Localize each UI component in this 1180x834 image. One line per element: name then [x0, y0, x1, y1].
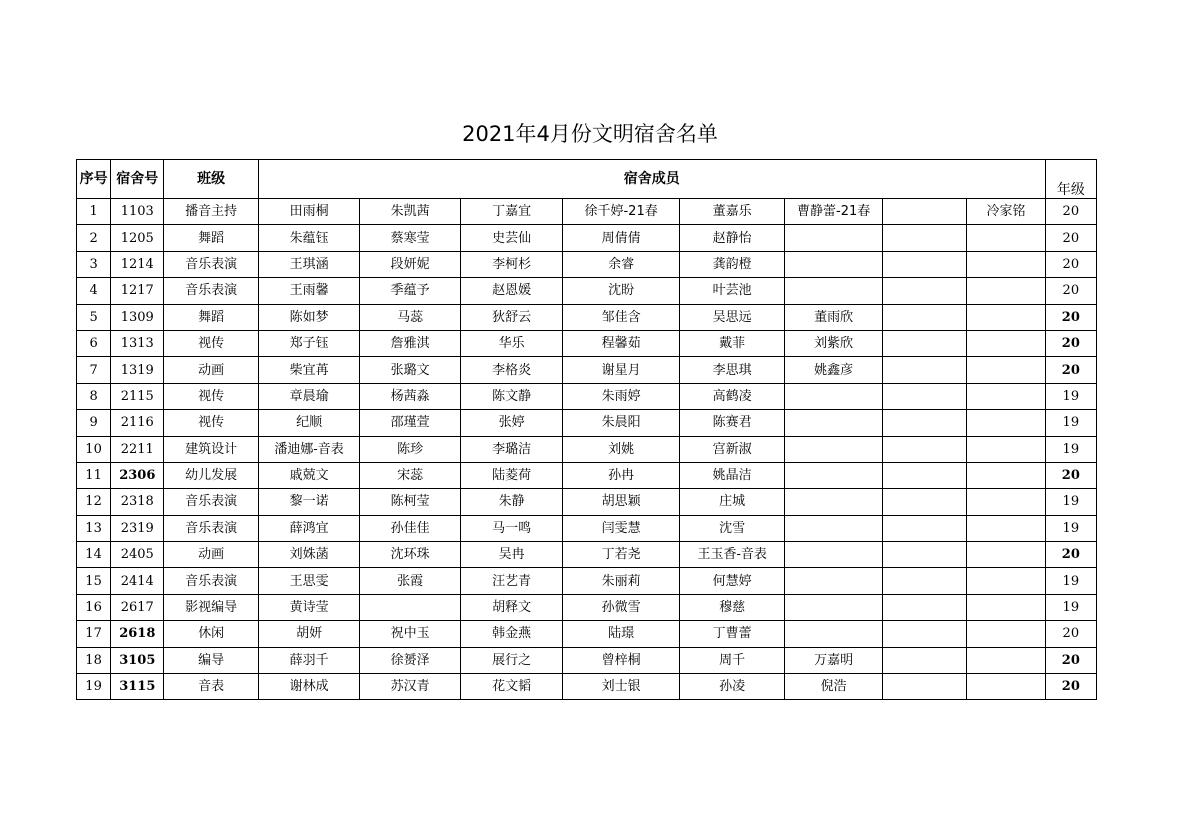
member-cell: 谢林成 — [258, 674, 359, 700]
room-cell: 1309 — [111, 304, 164, 330]
member-cell — [785, 542, 882, 568]
table-header-row — [77, 160, 1097, 199]
member-cell: 何慧婷 — [679, 568, 785, 594]
table-row — [77, 357, 1097, 383]
member-cell: 黎一诺 — [258, 489, 359, 515]
grade-cell: 19 — [1045, 410, 1096, 436]
member-cell: 纪顺 — [258, 410, 359, 436]
member-cell: 孙冉 — [563, 462, 680, 488]
table-row — [77, 225, 1097, 251]
member-cell — [785, 568, 882, 594]
member-cell — [785, 462, 882, 488]
seq-cell: 19 — [77, 674, 111, 700]
member-cell — [882, 410, 966, 436]
member-cell: 陆菱荷 — [460, 462, 563, 488]
member-cell: 祝中玉 — [360, 621, 460, 647]
table-row — [77, 489, 1097, 515]
room-cell: 3105 — [111, 647, 164, 673]
member-cell: 狄舒云 — [460, 304, 563, 330]
page-title: 2021年4月份文明宿舍名单 — [462, 122, 718, 146]
member-cell: 薛羽千 — [258, 647, 359, 673]
member-cell — [882, 199, 966, 225]
class-cell: 音乐表演 — [164, 489, 258, 515]
class-cell: 视传 — [164, 383, 258, 409]
member-cell: 孙微雪 — [563, 594, 680, 620]
member-cell: 庄城 — [679, 489, 785, 515]
member-cell: 王雨馨 — [258, 278, 359, 304]
member-cell: 沈盼 — [563, 278, 680, 304]
grade-cell: 20 — [1045, 674, 1096, 700]
member-cell: 倪浩 — [785, 674, 882, 700]
seq-cell: 7 — [77, 357, 111, 383]
member-cell: 王琪涵 — [258, 251, 359, 277]
class-cell: 视传 — [164, 330, 258, 356]
grade-cell: 19 — [1045, 515, 1096, 541]
member-cell — [882, 515, 966, 541]
seq-cell: 4 — [77, 278, 111, 304]
header-members: 宿舍成员 — [258, 160, 1045, 199]
member-cell: 赵静怡 — [679, 225, 785, 251]
member-cell — [967, 647, 1045, 673]
member-cell — [360, 594, 460, 620]
member-cell: 赵恩媛 — [460, 278, 563, 304]
member-cell — [785, 278, 882, 304]
member-cell: 丁嘉宜 — [460, 199, 563, 225]
member-cell: 丁曹蕾 — [679, 621, 785, 647]
member-cell: 张婷 — [460, 410, 563, 436]
member-cell — [785, 251, 882, 277]
class-cell: 动画 — [164, 542, 258, 568]
member-cell: 姚晶洁 — [679, 462, 785, 488]
member-cell: 章晨瑜 — [258, 383, 359, 409]
member-cell: 潘迪娜-音表 — [258, 436, 359, 462]
member-cell — [882, 674, 966, 700]
member-cell — [967, 542, 1045, 568]
member-cell — [882, 278, 966, 304]
grade-cell: 20 — [1045, 330, 1096, 356]
member-cell — [785, 383, 882, 409]
member-cell: 徐千婷-21春 — [563, 199, 680, 225]
table-row — [77, 199, 1097, 225]
member-cell — [882, 594, 966, 620]
member-cell — [882, 357, 966, 383]
member-cell: 王玉香-音表 — [679, 542, 785, 568]
member-cell: 董嘉乐 — [679, 199, 785, 225]
member-cell: 孙佳佳 — [360, 515, 460, 541]
member-cell: 陈如梦 — [258, 304, 359, 330]
member-cell: 杨茜淼 — [360, 383, 460, 409]
class-cell: 音乐表演 — [164, 515, 258, 541]
grade-cell: 20 — [1045, 462, 1096, 488]
member-cell: 曾梓桐 — [563, 647, 680, 673]
room-cell: 1319 — [111, 357, 164, 383]
seq-cell: 13 — [77, 515, 111, 541]
member-cell — [785, 515, 882, 541]
member-cell: 谢星月 — [563, 357, 680, 383]
member-cell: 华乐 — [460, 330, 563, 356]
member-cell: 胡妍 — [258, 621, 359, 647]
seq-cell: 9 — [77, 410, 111, 436]
room-cell: 1205 — [111, 225, 164, 251]
member-cell: 王思雯 — [258, 568, 359, 594]
member-cell: 柴宜苒 — [258, 357, 359, 383]
member-cell: 陈赛君 — [679, 410, 785, 436]
header-grade: 年级 — [1045, 160, 1096, 199]
table-row — [77, 462, 1097, 488]
table-row — [77, 647, 1097, 673]
member-cell: 詹雅淇 — [360, 330, 460, 356]
room-cell: 2618 — [111, 621, 164, 647]
member-cell — [785, 594, 882, 620]
member-cell: 薛鸿宜 — [258, 515, 359, 541]
table-row — [77, 383, 1097, 409]
member-cell — [882, 621, 966, 647]
grade-cell: 20 — [1045, 542, 1096, 568]
member-cell — [882, 251, 966, 277]
member-cell — [882, 436, 966, 462]
table-row — [77, 542, 1097, 568]
member-cell — [967, 674, 1045, 700]
member-cell: 李璐洁 — [460, 436, 563, 462]
seq-cell: 5 — [77, 304, 111, 330]
member-cell — [967, 251, 1045, 277]
member-cell: 吴冉 — [460, 542, 563, 568]
member-cell — [882, 568, 966, 594]
grade-cell: 19 — [1045, 383, 1096, 409]
member-cell: 蔡寒莹 — [360, 225, 460, 251]
grade-cell: 20 — [1045, 357, 1096, 383]
member-cell: 刘士银 — [563, 674, 680, 700]
table-row — [77, 251, 1097, 277]
member-cell: 马蕊 — [360, 304, 460, 330]
member-cell: 刘姝菡 — [258, 542, 359, 568]
table-row — [77, 304, 1097, 330]
member-cell — [967, 304, 1045, 330]
member-cell — [882, 489, 966, 515]
member-cell: 戚兢文 — [258, 462, 359, 488]
member-cell — [785, 621, 882, 647]
member-cell — [967, 410, 1045, 436]
member-cell: 程馨茹 — [563, 330, 680, 356]
table-row — [77, 568, 1097, 594]
class-cell: 舞蹈 — [164, 225, 258, 251]
grade-cell: 20 — [1045, 278, 1096, 304]
member-cell: 丁若尧 — [563, 542, 680, 568]
member-cell: 宋蕊 — [360, 462, 460, 488]
member-cell — [967, 383, 1045, 409]
member-cell: 沈环珠 — [360, 542, 460, 568]
member-cell — [882, 383, 966, 409]
table-row — [77, 621, 1097, 647]
grade-cell: 19 — [1045, 489, 1096, 515]
member-cell: 朱静 — [460, 489, 563, 515]
room-cell: 1103 — [111, 199, 164, 225]
member-cell: 李思琪 — [679, 357, 785, 383]
member-cell: 陆璟 — [563, 621, 680, 647]
room-cell: 3115 — [111, 674, 164, 700]
member-cell: 董雨欣 — [785, 304, 882, 330]
seq-cell: 11 — [77, 462, 111, 488]
seq-cell: 3 — [77, 251, 111, 277]
member-cell: 苏汉青 — [360, 674, 460, 700]
member-cell: 龚韵橙 — [679, 251, 785, 277]
class-cell: 音表 — [164, 674, 258, 700]
member-cell: 胡释文 — [460, 594, 563, 620]
member-cell: 李柯杉 — [460, 251, 563, 277]
member-cell: 朱蕴钰 — [258, 225, 359, 251]
class-cell: 视传 — [164, 410, 258, 436]
member-cell — [882, 330, 966, 356]
member-cell: 陈文静 — [460, 383, 563, 409]
member-cell: 穆慈 — [679, 594, 785, 620]
member-cell: 姚鑫彦 — [785, 357, 882, 383]
member-cell — [967, 621, 1045, 647]
member-cell: 李格炎 — [460, 357, 563, 383]
room-cell: 2405 — [111, 542, 164, 568]
seq-cell: 8 — [77, 383, 111, 409]
class-cell: 播音主持 — [164, 199, 258, 225]
member-cell: 刘紫欣 — [785, 330, 882, 356]
header-seq: 序号 — [77, 160, 111, 199]
class-cell: 建筑设计 — [164, 436, 258, 462]
class-cell: 幼儿发展 — [164, 462, 258, 488]
room-cell: 2115 — [111, 383, 164, 409]
member-cell: 朱丽莉 — [563, 568, 680, 594]
member-cell: 周倩倩 — [563, 225, 680, 251]
class-cell: 音乐表演 — [164, 278, 258, 304]
room-cell: 2414 — [111, 568, 164, 594]
room-cell: 2319 — [111, 515, 164, 541]
room-cell: 2617 — [111, 594, 164, 620]
member-cell — [882, 462, 966, 488]
member-cell — [967, 436, 1045, 462]
member-cell: 朱晨阳 — [563, 410, 680, 436]
table-row — [77, 330, 1097, 356]
member-cell: 闫雯慧 — [563, 515, 680, 541]
room-cell: 2306 — [111, 462, 164, 488]
member-cell: 孙凌 — [679, 674, 785, 700]
member-cell — [882, 647, 966, 673]
seq-cell: 1 — [77, 199, 111, 225]
seq-cell: 15 — [77, 568, 111, 594]
member-cell: 郑子钰 — [258, 330, 359, 356]
member-cell: 展行之 — [460, 647, 563, 673]
member-cell: 史芸仙 — [460, 225, 563, 251]
member-cell: 花文韬 — [460, 674, 563, 700]
member-cell: 张璐文 — [360, 357, 460, 383]
grade-cell: 20 — [1045, 621, 1096, 647]
seq-cell: 12 — [77, 489, 111, 515]
seq-cell: 17 — [77, 621, 111, 647]
member-cell — [967, 462, 1045, 488]
member-cell: 汪艺青 — [460, 568, 563, 594]
grade-cell: 20 — [1045, 647, 1096, 673]
seq-cell: 6 — [77, 330, 111, 356]
member-cell: 宫新淑 — [679, 436, 785, 462]
header-class: 班级 — [164, 160, 258, 199]
member-cell: 沈雪 — [679, 515, 785, 541]
member-cell — [967, 330, 1045, 356]
member-cell: 余睿 — [563, 251, 680, 277]
member-cell: 韩金燕 — [460, 621, 563, 647]
member-cell: 段妍妮 — [360, 251, 460, 277]
grade-cell: 20 — [1045, 251, 1096, 277]
member-cell: 黄诗莹 — [258, 594, 359, 620]
class-cell: 音乐表演 — [164, 251, 258, 277]
table-row — [77, 594, 1097, 620]
member-cell: 朱凯茜 — [360, 199, 460, 225]
class-cell: 休闲 — [164, 621, 258, 647]
member-cell — [967, 489, 1045, 515]
member-cell — [967, 594, 1045, 620]
room-cell: 1217 — [111, 278, 164, 304]
class-cell: 音乐表演 — [164, 568, 258, 594]
member-cell: 季蕴予 — [360, 278, 460, 304]
class-cell: 舞蹈 — [164, 304, 258, 330]
member-cell: 陈柯莹 — [360, 489, 460, 515]
member-cell: 吴思远 — [679, 304, 785, 330]
header-room: 宿舍号 — [111, 160, 164, 199]
seq-cell: 2 — [77, 225, 111, 251]
table-row — [77, 515, 1097, 541]
member-cell — [967, 568, 1045, 594]
member-cell — [967, 278, 1045, 304]
member-cell: 朱雨婷 — [563, 383, 680, 409]
seq-cell: 16 — [77, 594, 111, 620]
member-cell: 邵瑾萱 — [360, 410, 460, 436]
grade-cell: 20 — [1045, 304, 1096, 330]
room-cell: 1313 — [111, 330, 164, 356]
grade-cell: 19 — [1045, 568, 1096, 594]
class-cell: 影视编导 — [164, 594, 258, 620]
room-cell: 1214 — [111, 251, 164, 277]
member-cell: 万嘉明 — [785, 647, 882, 673]
member-cell: 徐赟泽 — [360, 647, 460, 673]
grade-cell: 20 — [1045, 225, 1096, 251]
member-cell — [882, 542, 966, 568]
grade-cell: 19 — [1045, 594, 1096, 620]
member-cell — [785, 225, 882, 251]
grade-cell: 20 — [1045, 199, 1096, 225]
member-cell: 高鹤凌 — [679, 383, 785, 409]
member-cell: 胡思颖 — [563, 489, 680, 515]
room-cell: 2318 — [111, 489, 164, 515]
room-cell: 2211 — [111, 436, 164, 462]
member-cell: 陈珍 — [360, 436, 460, 462]
member-cell: 叶芸池 — [679, 278, 785, 304]
member-cell: 冷家铭 — [967, 199, 1045, 225]
table-row — [77, 674, 1097, 700]
member-cell: 戴菲 — [679, 330, 785, 356]
member-cell — [785, 410, 882, 436]
room-cell: 2116 — [111, 410, 164, 436]
seq-cell: 10 — [77, 436, 111, 462]
dormitory-roster-table — [76, 159, 1097, 700]
member-cell — [785, 436, 882, 462]
seq-cell: 14 — [77, 542, 111, 568]
member-cell: 邹佳含 — [563, 304, 680, 330]
member-cell: 周千 — [679, 647, 785, 673]
member-cell: 曹静蕾-21春 — [785, 199, 882, 225]
member-cell: 马一鸣 — [460, 515, 563, 541]
table-row — [77, 436, 1097, 462]
table-row — [77, 278, 1097, 304]
member-cell — [967, 357, 1045, 383]
member-cell — [785, 489, 882, 515]
member-cell — [882, 225, 966, 251]
member-cell: 刘姚 — [563, 436, 680, 462]
member-cell — [967, 515, 1045, 541]
grade-cell: 19 — [1045, 436, 1096, 462]
member-cell: 张霞 — [360, 568, 460, 594]
table-row — [77, 410, 1097, 436]
member-cell — [882, 304, 966, 330]
seq-cell: 18 — [77, 647, 111, 673]
class-cell: 动画 — [164, 357, 258, 383]
member-cell: 田雨桐 — [258, 199, 359, 225]
class-cell: 编导 — [164, 647, 258, 673]
member-cell — [967, 225, 1045, 251]
